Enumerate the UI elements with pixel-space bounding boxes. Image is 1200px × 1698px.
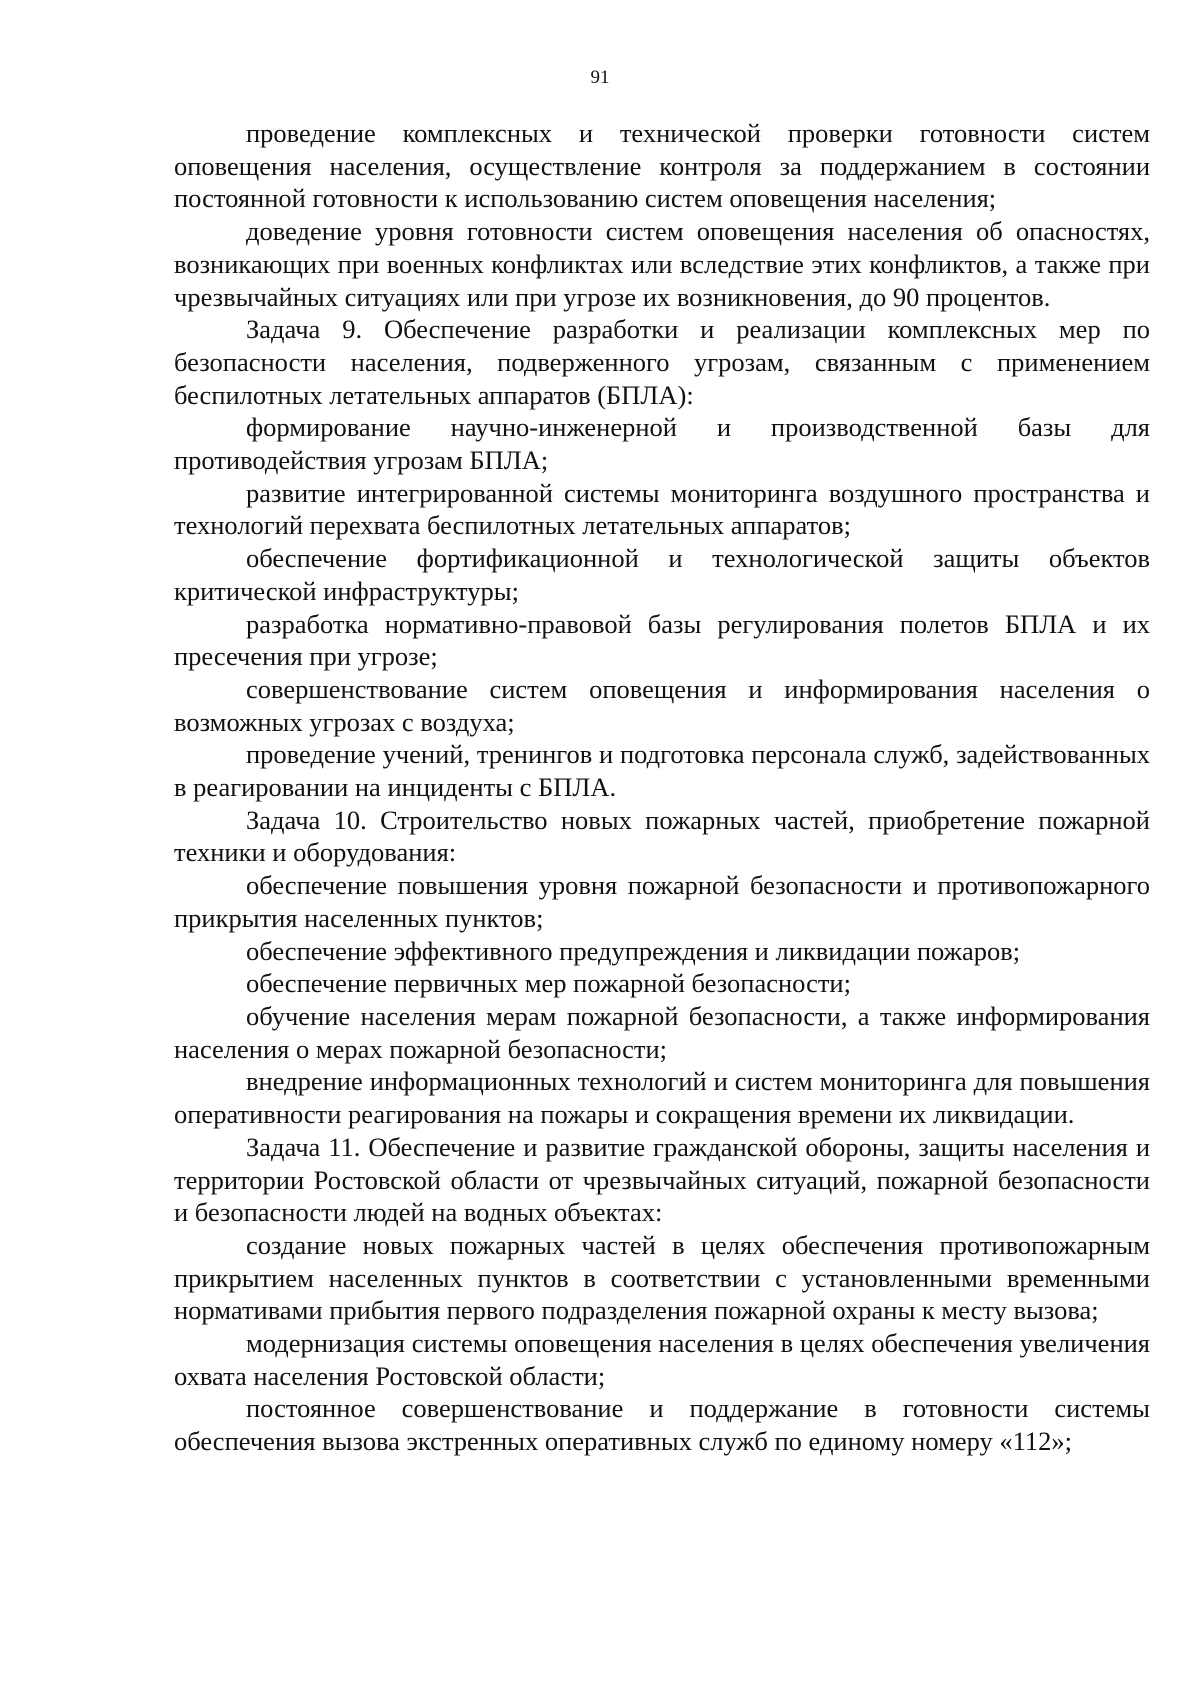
paragraph: обеспечение повышения уровня пожарной безопасности и противопожарного прикрытия населенных пунктов;	[174, 870, 1150, 933]
paragraph: формирование научно-инженерной и производственной базы для противодействия угрозам БПЛА;	[174, 412, 1150, 476]
paragraph: модернизация системы оповещения населения в целях обеспечения увеличения охвата населения Ростовской области;	[174, 1328, 1150, 1391]
paragraph: обеспечение фортификационной и технологической защиты объектов критической инфраструктуры;	[174, 543, 1150, 606]
paragraph: постоянное совершенствование и поддержание в готовности системы обеспечения вызова экстренных оперативных служб по единому номеру «112»;	[174, 1393, 1150, 1457]
paragraph: Задача 9. Обеспечение разработки и реализации комплексных мер по безопасности населения, подверженного угрозам, связанным с применением беспилотных летательных аппаратов (БПЛА):	[174, 314, 1150, 410]
paragraph: внедрение информационных технологий и систем мониторинга для повышения оперативности реагирования на пожары и сокращения времени их ликвидации.	[174, 1066, 1150, 1130]
paragraph: Задача 10. Строительство новых пожарных частей, приобретение пожарной техники и оборудования:	[174, 804, 1150, 868]
paragraph: проведение учений, тренингов и подготовка персонала служб, задействованных в реагировании на инциденты с БПЛА.	[174, 739, 1150, 803]
paragraph: развитие интегрированной системы мониторинга воздушного пространства и технологий перехвата беспилотных летательных аппаратов;	[174, 477, 1150, 541]
paragraph: Задача 11. Обеспечение и развитие гражданской обороны, защиты населения и территории Ростовской области от чрезвычайных ситуаций, пожарной безопасности и безопасности людей на водных объектах:	[174, 1131, 1150, 1228]
paragraph: совершенствование систем оповещения и информирования населения о возможных угрозах с воздуха;	[174, 673, 1150, 737]
paragraph: обеспечение эффективного предупреждения и ликвидации пожаров;	[246, 935, 1021, 966]
paragraph: проведение комплексных и технической проверки готовности систем оповещения населения, осуществление контроля за поддержанием в состоянии постоянной готовности к использованию систем оповещения населения;	[174, 118, 1150, 214]
paragraph: разработка нормативно-правовой базы регулирования полетов БПЛА и их пресечения при угрозе;	[174, 608, 1150, 672]
paragraph: обеспечение первичных мер пожарной безопасности;	[246, 968, 851, 999]
paragraph: обучение населения мерам пожарной безопасности, а также информирования населения о мерах пожарной безопасности;	[174, 1000, 1150, 1064]
paragraph: доведение уровня готовности систем оповещения населения об опасностях, возникающих при военных конфликтах или вследствие этих конфликтов, а также при чрезвычайных ситуациях или при угрозе их возникновения, до 90 процентов.	[174, 216, 1150, 312]
document-body	[174, 117, 1150, 1458]
page-number: 91	[590, 67, 610, 88]
paragraph: создание новых пожарных частей в целях обеспечения противопожарным прикрытием населенных пунктов в соответствии с установленными временными нормативами прибытия первого подразделения пожарной охраны к месту вызова;	[174, 1229, 1150, 1326]
